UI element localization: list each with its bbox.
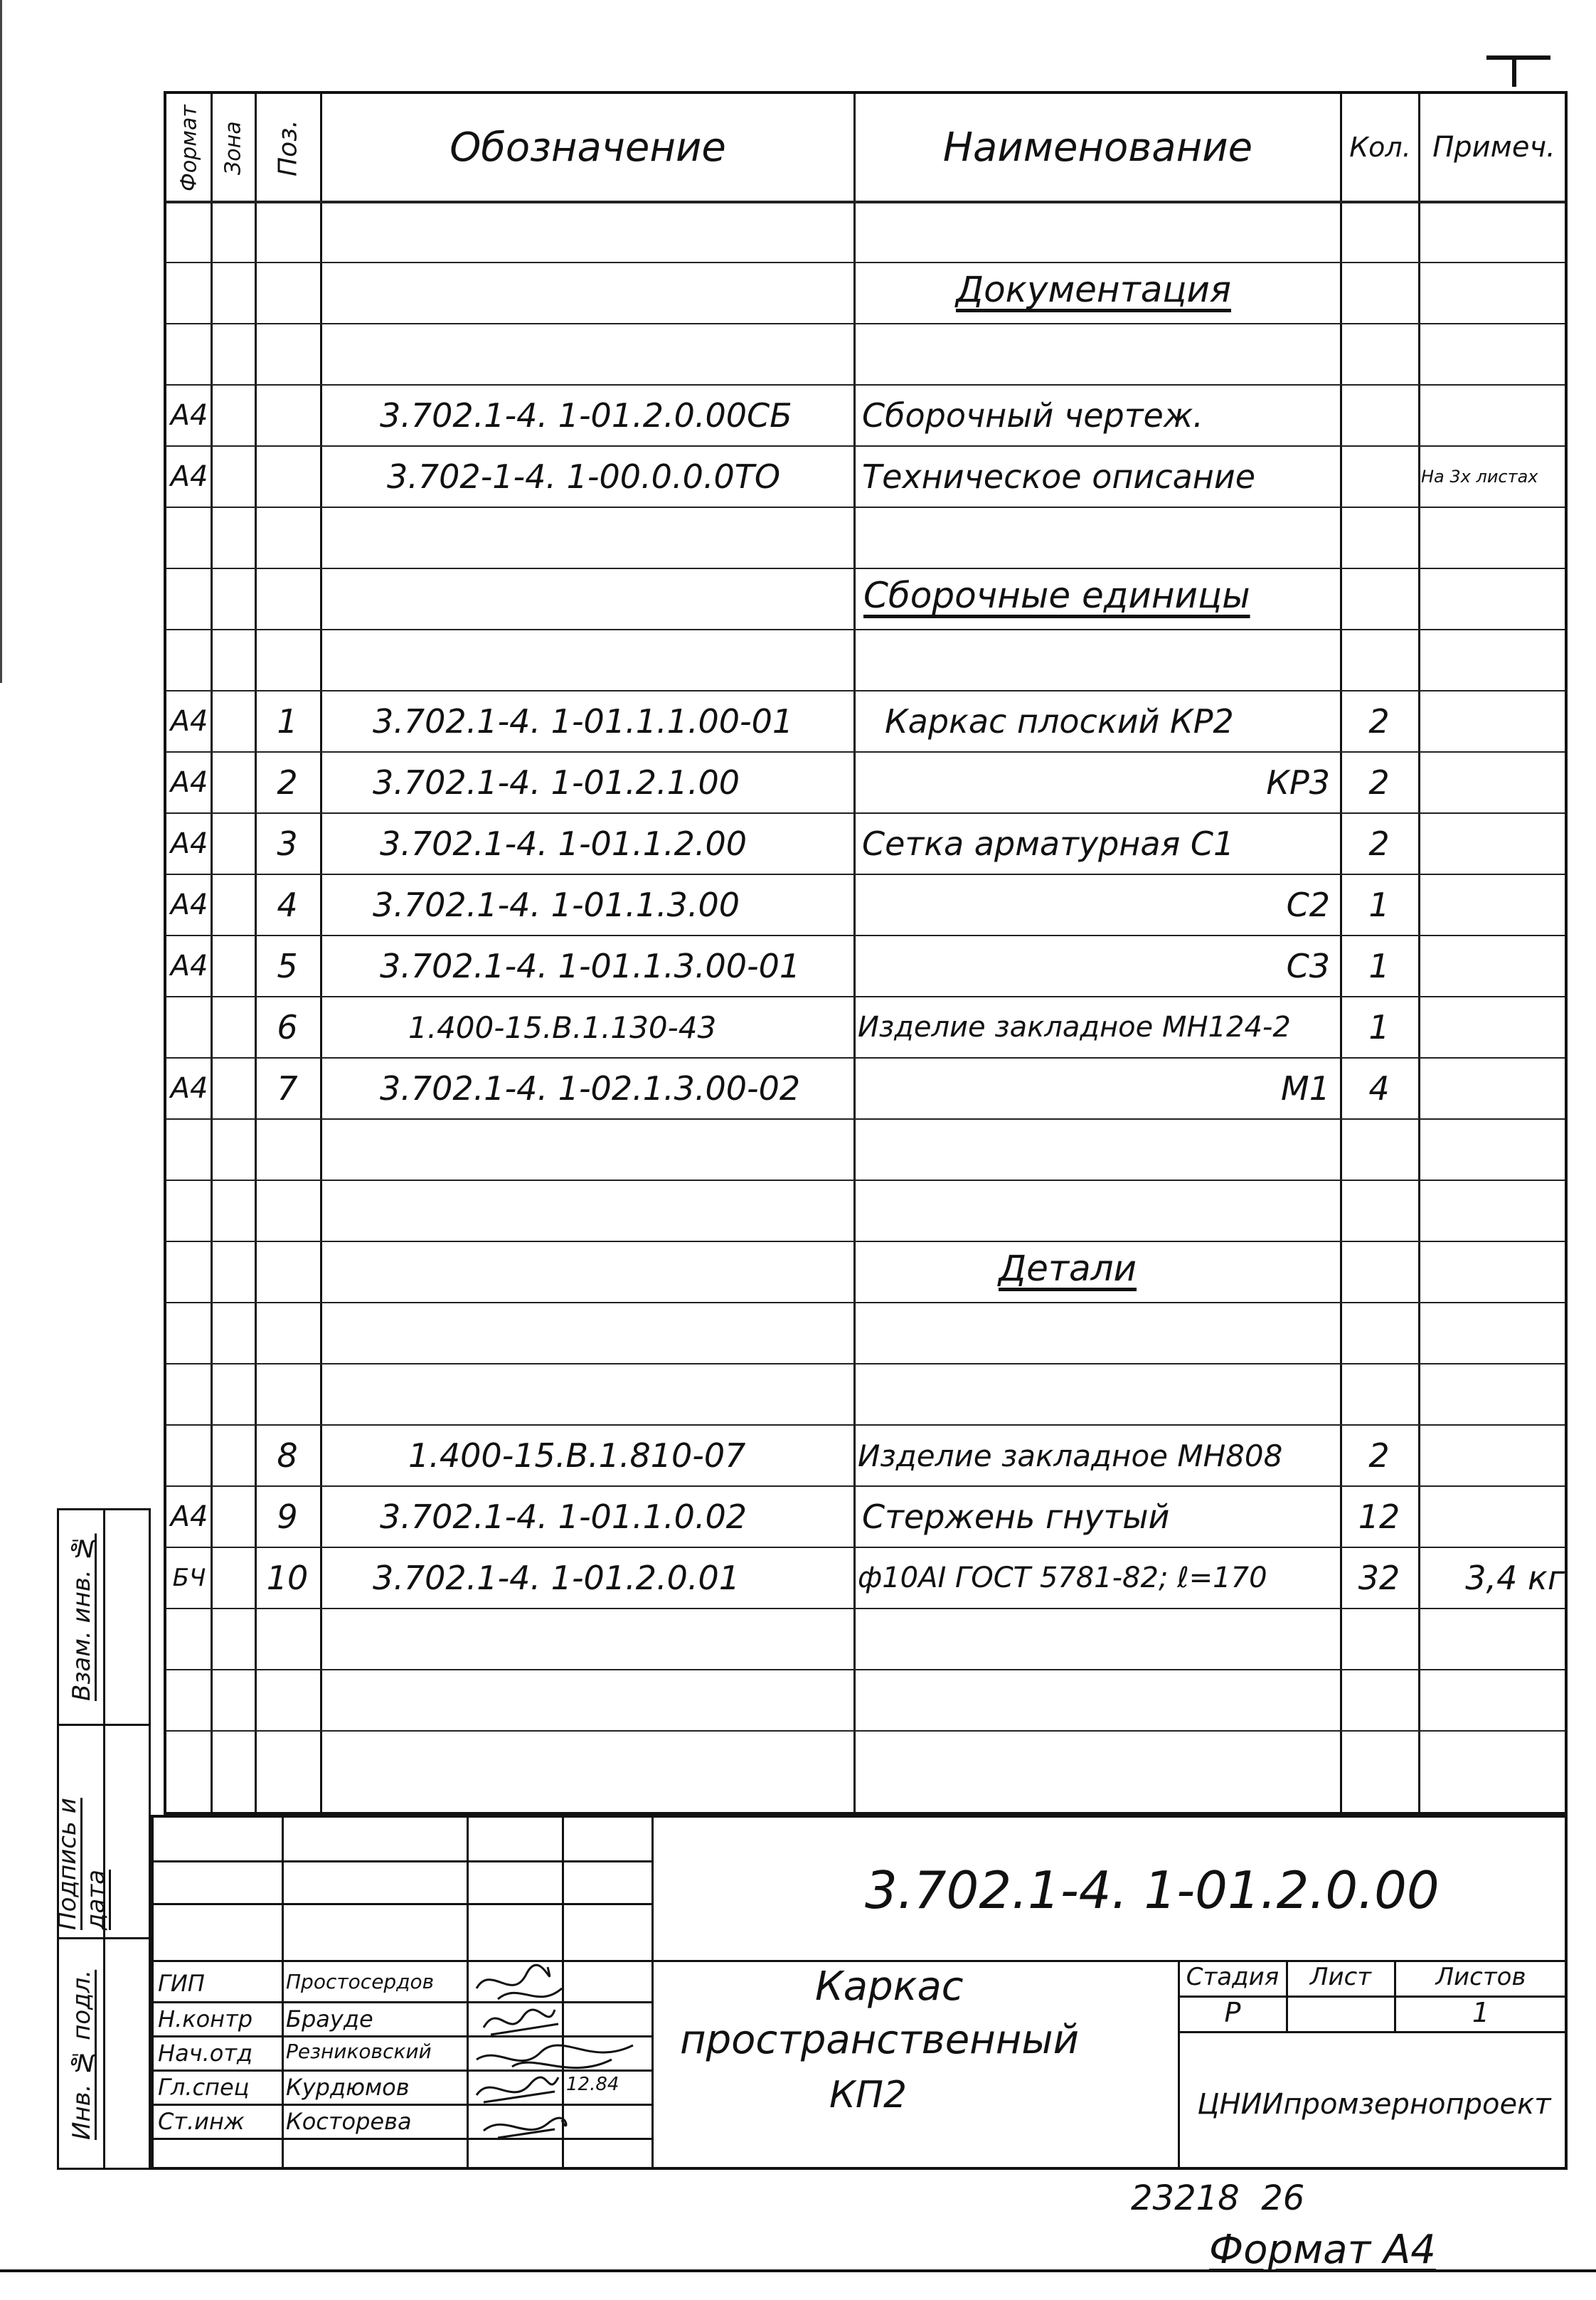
- row-format: А4: [170, 766, 208, 799]
- section-assemblies: Сборочные единицы: [863, 575, 1250, 616]
- signatures-image: [469, 1960, 651, 2170]
- title-divider: [1178, 2031, 1568, 2033]
- row-format: БЧ: [172, 1564, 206, 1592]
- row-designation: 3.702.1-4. 1-01.1.1.00-01: [373, 702, 794, 741]
- role: ГИП: [158, 1970, 205, 1997]
- row-name: Каркас плоский КР2: [885, 702, 1234, 741]
- row-pos: 10: [266, 1559, 309, 1597]
- row-line: [166, 568, 1565, 569]
- sheets-label: Листов: [1435, 1963, 1526, 1991]
- title-divider: [154, 1903, 651, 1905]
- row-line: [166, 507, 1565, 508]
- row-pos: 5: [277, 947, 298, 985]
- row-qty: 2: [1368, 1436, 1390, 1475]
- row-qty: 4: [1368, 1069, 1390, 1108]
- margin-inv-orig: Инв. № подл.: [68, 1969, 96, 2140]
- row-name: КР3: [1266, 763, 1330, 802]
- row-pos: 2: [277, 763, 298, 802]
- header-qty: Кол.: [1349, 132, 1411, 163]
- row-pos: 3: [277, 825, 298, 863]
- row-format: А4: [170, 827, 208, 860]
- row-designation: 1.400-15.В.1.810-07: [408, 1436, 746, 1475]
- item-name-line2: пространственный: [680, 2017, 1080, 2063]
- row-line: [166, 262, 1565, 263]
- row-line: [166, 201, 1565, 203]
- corner-mark: [1486, 55, 1550, 70]
- sign-date: 12.84: [566, 2074, 619, 2095]
- row-format: А4: [170, 1500, 208, 1533]
- item-name-line3: КП2: [829, 2074, 908, 2116]
- row-name: Сетка арматурная С1: [862, 825, 1235, 863]
- format-label: Формат А4: [1209, 2227, 1436, 2273]
- title-divider: [467, 1818, 469, 2170]
- row-name: Изделие закладное МН808: [858, 1438, 1283, 1473]
- sheet-label: Лист: [1309, 1963, 1372, 1991]
- row-note: 3,4 кг: [1465, 1559, 1565, 1597]
- row-format: А4: [170, 705, 208, 738]
- title-divider: [154, 1960, 1568, 1962]
- title-block: [151, 1815, 1568, 2170]
- row-designation: 3.702.1-4. 1-02.1.3.00-02: [380, 1069, 801, 1108]
- row-pos: 6: [277, 1008, 298, 1046]
- bottom-rule: [0, 2269, 1596, 2272]
- person: Простосердов: [286, 1970, 435, 1993]
- row-qty: 1: [1368, 1008, 1390, 1046]
- row-name: Сборочный чертеж.: [862, 396, 1203, 435]
- margin-sign-date: Подпись и дата: [53, 1798, 110, 1930]
- header-zone: Зона: [220, 121, 246, 175]
- row-line: [166, 1118, 1565, 1120]
- row-name: ф10АI ГОСТ 5781-82; ℓ=170: [858, 1562, 1267, 1594]
- person: Резниковский: [286, 2040, 432, 2063]
- header-name: Наименование: [942, 124, 1253, 171]
- row-pos: 7: [277, 1069, 298, 1108]
- row-qty: 1: [1368, 886, 1390, 924]
- row-format: А4: [170, 399, 208, 432]
- row-designation: 3.702-1-4. 1-00.0.0.0ТО: [387, 457, 781, 496]
- row-designation: 1.400-15.В.1.130-43: [408, 1009, 717, 1045]
- header-designation: Обозначение: [449, 124, 726, 171]
- header-format: Формат: [176, 105, 202, 191]
- row-name: С2: [1286, 886, 1330, 924]
- row-pos: 8: [277, 1436, 298, 1475]
- row-name: Техническое описание: [862, 457, 1256, 496]
- row-line: [166, 629, 1565, 630]
- row-designation: 3.702.1-4. 1-01.1.0.02: [380, 1498, 748, 1536]
- row-designation: 3.702.1-4. 1-01.2.0.00СБ: [380, 396, 792, 435]
- row-designation: 3.702.1-4. 1-01.2.0.01: [373, 1559, 740, 1597]
- row-qty: 2: [1368, 763, 1390, 802]
- margin-row-divider: [59, 1724, 149, 1726]
- title-divider: [1178, 1960, 1180, 2170]
- row-line: [166, 1302, 1565, 1303]
- row-qty: 1: [1368, 947, 1390, 985]
- scan-edge: [0, 0, 8, 683]
- row-line: [166, 1363, 1565, 1364]
- row-name: Изделие закладное МН124-2: [858, 1011, 1291, 1044]
- row-pos: 1: [277, 702, 298, 741]
- header-pos: Поз.: [273, 120, 303, 176]
- col-divider: [211, 94, 213, 1812]
- col-divider: [320, 94, 322, 1812]
- row-name: Стержень гнутый: [862, 1498, 1170, 1536]
- row-format: А4: [170, 950, 208, 982]
- specification-table: [164, 91, 1568, 1815]
- row-note: На 3х листах: [1421, 467, 1538, 487]
- section-details: Детали: [999, 1248, 1137, 1289]
- role: Н.контр: [158, 2005, 253, 2033]
- margin-replace-inv: Взам. инв. №: [68, 1533, 96, 1701]
- title-divider: [282, 1818, 284, 2170]
- title-divider: [154, 1860, 651, 1862]
- sheets-value: 1: [1472, 1997, 1490, 2028]
- row-format: А4: [170, 1072, 208, 1105]
- role: Гл.спец: [158, 2074, 250, 2101]
- row-pos: 9: [277, 1498, 298, 1536]
- role: Ст.инж: [158, 2108, 245, 2135]
- row-name: С3: [1286, 947, 1330, 985]
- row-line: [166, 1180, 1565, 1181]
- section-documentation: Документация: [956, 269, 1231, 310]
- person: Курдюмов: [286, 2074, 410, 2101]
- row-format: А4: [170, 460, 208, 493]
- person: Брауде: [286, 2005, 373, 2033]
- row-qty: 2: [1368, 702, 1390, 741]
- row-designation: 3.702.1-4. 1-01.2.1.00: [373, 763, 740, 802]
- stage-value: Р: [1224, 1997, 1241, 2028]
- row-line: [166, 1608, 1565, 1609]
- row-designation: 3.702.1-4. 1-01.1.3.00-01: [380, 947, 801, 985]
- row-qty: 32: [1358, 1559, 1400, 1597]
- title-divider: [651, 1818, 654, 2170]
- document-code: 3.702.1-4. 1-01.2.0.00: [865, 1860, 1440, 1920]
- row-line: [166, 1241, 1565, 1242]
- row-name: М1: [1281, 1069, 1330, 1108]
- row-qty: 2: [1368, 825, 1390, 863]
- row-line: [166, 1730, 1565, 1732]
- corner-mark-vertical: [1512, 55, 1516, 87]
- row-designation: 3.702.1-4. 1-01.1.3.00: [373, 886, 740, 924]
- person: Косторева: [286, 2108, 412, 2135]
- organization: ЦНИИпромзернопроект: [1197, 2088, 1551, 2121]
- row-qty: 12: [1358, 1498, 1400, 1536]
- row-designation: 3.702.1-4. 1-01.1.2.00: [380, 825, 748, 863]
- row-line: [166, 1669, 1565, 1670]
- role: Нач.отд: [158, 2040, 253, 2067]
- header-note: Примеч.: [1432, 131, 1555, 164]
- margin-row-divider: [59, 1937, 149, 1939]
- item-name-line1: Каркас: [815, 1964, 964, 2010]
- margin-stamp: [53, 1508, 151, 2170]
- row-line: [166, 323, 1565, 324]
- row-format: А4: [170, 889, 208, 921]
- row-pos: 4: [277, 886, 298, 924]
- archive-number: 23218 26: [1131, 2178, 1305, 2218]
- stage-label: Стадия: [1186, 1963, 1280, 1991]
